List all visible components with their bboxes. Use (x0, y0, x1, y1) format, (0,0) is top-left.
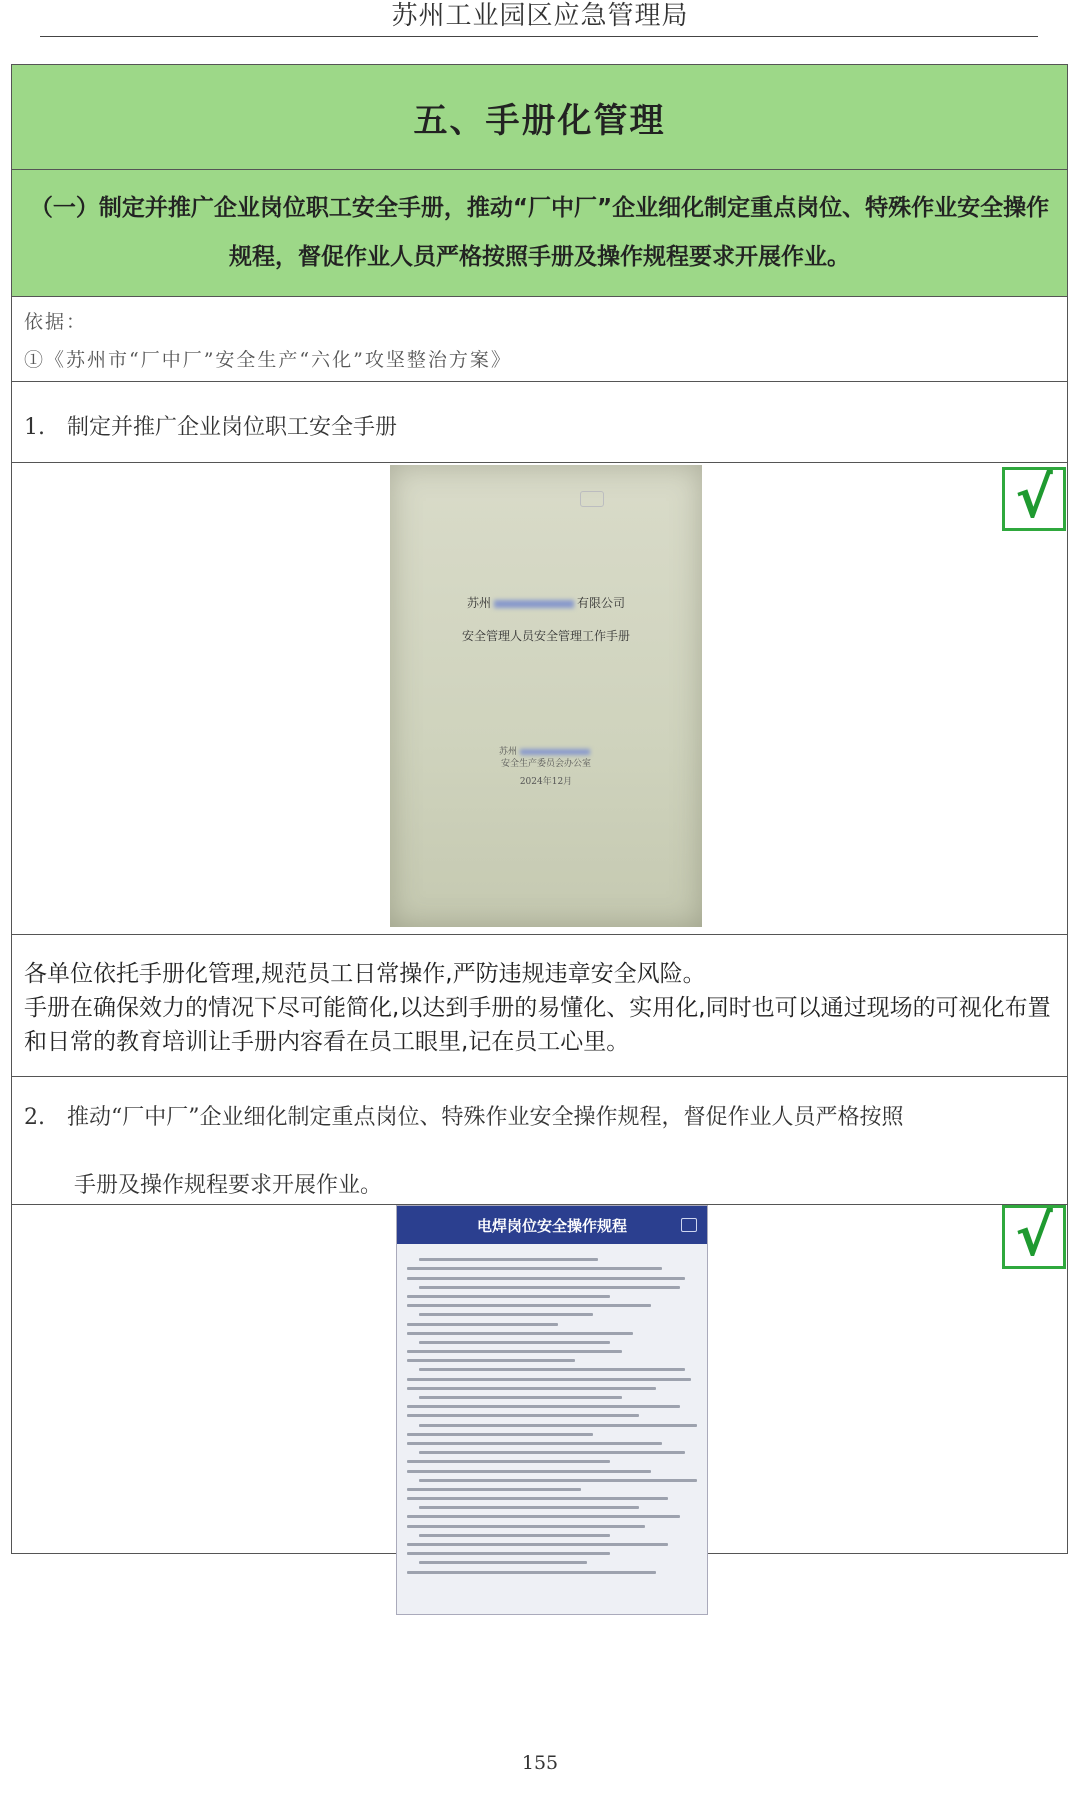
manual-company (390, 594, 702, 611)
item2-title-row (12, 1077, 1067, 1205)
description-line: 各单位依托手册化管理,规范员工日常操作,严防违规违章安全风险。 (24, 961, 706, 987)
poster-text-line (407, 1405, 680, 1408)
basis-label: 依据： (24, 311, 88, 333)
item1-description-row (12, 935, 1067, 1077)
section-subtitle-row (12, 170, 1067, 297)
basis-row (12, 297, 1067, 382)
image-icon (681, 1218, 697, 1232)
poster-text-line (407, 1378, 691, 1381)
poster-text-line (407, 1488, 581, 1491)
poster-text-line (407, 1295, 610, 1298)
poster-text-line (407, 1525, 645, 1528)
poster-text-line (419, 1561, 587, 1564)
stamp-mark (580, 491, 604, 507)
poster-text-line (419, 1313, 593, 1316)
poster-text-line (419, 1424, 697, 1427)
section-title: 五、手册化管理 (413, 100, 666, 141)
section-subtitle: （一）制定并推广企业岗位职工安全手册，推动“厂中厂”企业细化制定重点岗位、特殊作业安全操作规程，督促作业人员严格按照手册及操作规程要求开展作业。 (29, 195, 1050, 270)
item1-photo-row (12, 463, 1067, 935)
manual-company-prefix: 苏州 (466, 596, 491, 610)
poster-text-line (419, 1506, 639, 1509)
poster-text-line (407, 1470, 651, 1473)
description-line: 手册在确保效力的情况下尽可能简化,以达到手册的易懂化、实用化,同时也可以通过现场的可视化布置和日常的教育培训让手册内容看在员工眼里,记在员工心里。 (24, 995, 1051, 1055)
poster-text-line (407, 1571, 656, 1574)
poster-text-line (419, 1341, 610, 1344)
poster-text-line (407, 1387, 656, 1390)
redacted-name (494, 600, 574, 608)
manual-date: 2024年12月 (519, 777, 573, 787)
header-rule (40, 36, 1038, 37)
manual-dept-prefix: 苏州 (498, 747, 517, 757)
poster-body-text (397, 1244, 707, 1588)
poster-text-line (407, 1515, 680, 1518)
checkmark-icon: √ (1002, 467, 1066, 531)
poster-text-line (407, 1350, 622, 1353)
poster-text-line (407, 1497, 668, 1500)
poster-text-line (407, 1332, 633, 1335)
item2-title-line2: 手册及操作规程要求开展作业。 (74, 1173, 383, 1198)
checkmark-icon: √ (1002, 1205, 1066, 1269)
poster-text-line (407, 1460, 610, 1463)
poster-text-line (407, 1414, 639, 1417)
poster-text-line (419, 1534, 610, 1537)
poster-text-line (407, 1277, 685, 1280)
poster-text-line (407, 1552, 610, 1555)
poster-text-line (419, 1368, 686, 1371)
poster-text-line (407, 1304, 651, 1307)
poster-header (397, 1206, 707, 1244)
item2-photo-row (12, 1205, 1067, 1613)
poster-text-line (419, 1451, 686, 1454)
header-title: 苏州工业园区应急管理局 (391, 1, 689, 31)
poster-text-line (419, 1396, 622, 1399)
poster-title: 电焊岗位安全操作规程 (476, 1216, 627, 1235)
safety-manual-photo (390, 465, 702, 927)
item1-title-row (12, 382, 1067, 463)
poster-text-line (407, 1267, 662, 1270)
section-title-row (12, 65, 1067, 170)
poster-text-line (407, 1359, 575, 1362)
poster-text-line (407, 1433, 593, 1436)
poster-text-line (419, 1479, 697, 1482)
poster-text-line (407, 1543, 668, 1546)
content-table (11, 64, 1068, 1554)
redacted-dept (520, 749, 590, 755)
basis-item: ①《苏州市“厂中厂”安全生产“六化”攻坚整治方案》 (24, 349, 512, 371)
poster-text-line (419, 1258, 599, 1261)
manual-dept: 安全生产委员会办公室 (500, 759, 591, 769)
poster-text-line (407, 1442, 662, 1445)
manual-title: 安全管理人员安全管理工作手册 (461, 629, 630, 643)
poster-text-line (419, 1286, 680, 1289)
item2-title-line1: 2. 推动“厂中厂”企业细化制定重点岗位、特殊作业安全操作规程，督促作业人员严格按照 (24, 1105, 904, 1130)
item1-title: 1. 制定并推广企业岗位职工安全手册 (24, 415, 397, 440)
poster-text-line (407, 1323, 558, 1326)
welding-rules-poster (396, 1205, 708, 1615)
manual-company-suffix: 有限公司 (577, 596, 626, 610)
page-number: 155 (521, 1752, 559, 1774)
